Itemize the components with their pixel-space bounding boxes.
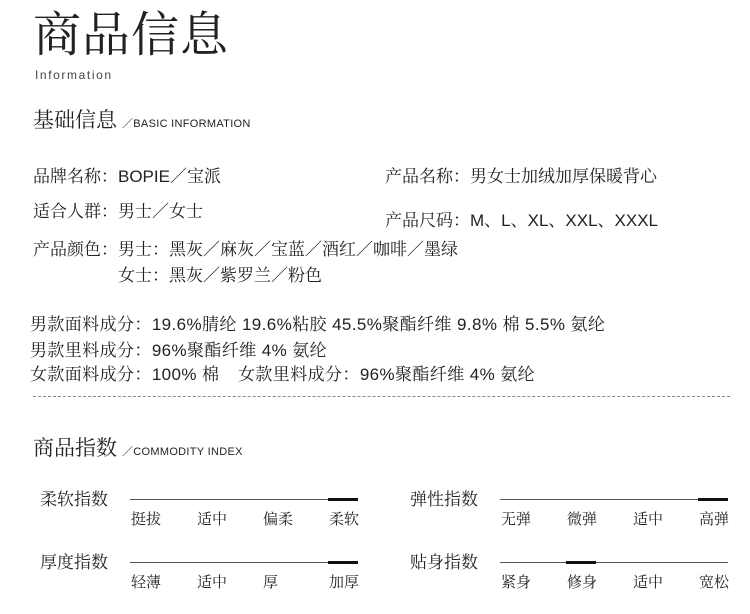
softness-option: 柔软 <box>329 511 360 528</box>
women-outer-material-label: 女款面料成分： <box>30 365 152 384</box>
thickness-option: 加厚 <box>329 574 360 591</box>
elasticity-option: 高弹 <box>699 511 730 528</box>
fit-option: 紧身 <box>501 574 532 591</box>
women-lining-material-label: 女款里料成分： <box>238 365 360 384</box>
elasticity-index-marker <box>698 498 728 501</box>
page-title: 商品信息 <box>33 9 230 62</box>
audience-row <box>33 201 203 223</box>
commodity-index-title: 商品指数 <box>33 437 117 460</box>
women-outer-material-value: 100% 棉 <box>151 365 220 384</box>
women-lining-material-row <box>238 364 535 386</box>
product-name-row <box>385 166 657 188</box>
elasticity-index-track <box>500 499 728 500</box>
basic-info-title-en: ／BASIC INFORMATION <box>122 118 251 130</box>
thickness-index-track <box>130 562 358 563</box>
thickness-option: 厚 <box>263 574 279 591</box>
men-lining-material-label: 男款里料成分： <box>30 341 152 360</box>
brand-row <box>33 166 221 188</box>
thickness-option: 适中 <box>197 574 228 591</box>
elasticity-index-label: 弹性指数 <box>410 490 478 509</box>
product-name-value: 男女士加绒加厚保暖背心 <box>470 167 657 186</box>
fit-index <box>410 552 740 596</box>
fit-option: 宽松 <box>699 574 730 591</box>
softness-index-track <box>130 499 358 500</box>
softness-option: 偏柔 <box>263 511 294 528</box>
fit-index-label: 贴身指数 <box>410 553 478 572</box>
audience-label: 适合人群： <box>33 202 118 221</box>
elasticity-option: 适中 <box>633 511 664 528</box>
softness-index-marker <box>328 498 358 501</box>
women-lining-material-value: 96%聚酯纤维 4% 氨纶 <box>359 365 536 384</box>
men-lining-material-row <box>30 340 327 362</box>
audience-value: 男士／女士 <box>118 202 203 221</box>
fit-index-track <box>500 562 728 563</box>
women-outer-material-row <box>30 364 219 386</box>
elasticity-option: 无弹 <box>501 511 532 528</box>
men-outer-material-label: 男款面料成分： <box>30 315 152 334</box>
dashed-divider <box>33 396 730 397</box>
commodity-index-title-en: ／COMMODITY INDEX <box>122 446 243 458</box>
thickness-index-marker <box>328 561 358 564</box>
softness-index-label: 柔软指数 <box>40 490 108 509</box>
thickness-index-label: 厚度指数 <box>40 553 108 572</box>
page-subtitle: Information <box>35 68 113 82</box>
softness-option: 适中 <box>197 511 228 528</box>
brand-value: BOPIE／宝派 <box>118 167 221 186</box>
fit-option: 修身 <box>567 574 598 591</box>
product-name-label: 产品名称： <box>385 167 470 186</box>
basic-info-title: 基础信息 <box>33 109 117 132</box>
brand-label: 品牌名称： <box>33 167 118 186</box>
color-men-value: 男士：黑灰／麻灰／宝蓝／酒红／咖啡／墨绿 <box>118 240 458 259</box>
men-outer-material-row <box>30 314 605 336</box>
color-women-value: 女士：黑灰／紫罗兰／粉色 <box>118 266 322 285</box>
thickness-index <box>40 552 370 596</box>
size-row <box>385 210 658 232</box>
men-outer-material-value: 19.6%腈纶 19.6%粘胶 45.5%聚酯纤维 9.8% 棉 5.5% 氨纶 <box>151 315 606 334</box>
elasticity-index <box>410 489 740 533</box>
basic-info-heading <box>33 108 251 137</box>
color-label: 产品颜色： <box>33 240 118 259</box>
elasticity-option: 微弹 <box>567 511 598 528</box>
size-label: 产品尺码： <box>385 211 470 230</box>
thickness-option: 轻薄 <box>131 574 162 591</box>
softness-index <box>40 489 370 533</box>
fit-index-marker <box>566 561 596 564</box>
color-row <box>33 239 458 261</box>
color-women-row <box>118 265 322 287</box>
softness-option: 挺拔 <box>131 511 162 528</box>
commodity-index-heading <box>33 436 243 465</box>
men-lining-material-value: 96%聚酯纤维 4% 氨纶 <box>151 341 328 360</box>
size-value: M、L、XL、XXL、XXXL <box>470 211 659 230</box>
fit-option: 适中 <box>633 574 664 591</box>
